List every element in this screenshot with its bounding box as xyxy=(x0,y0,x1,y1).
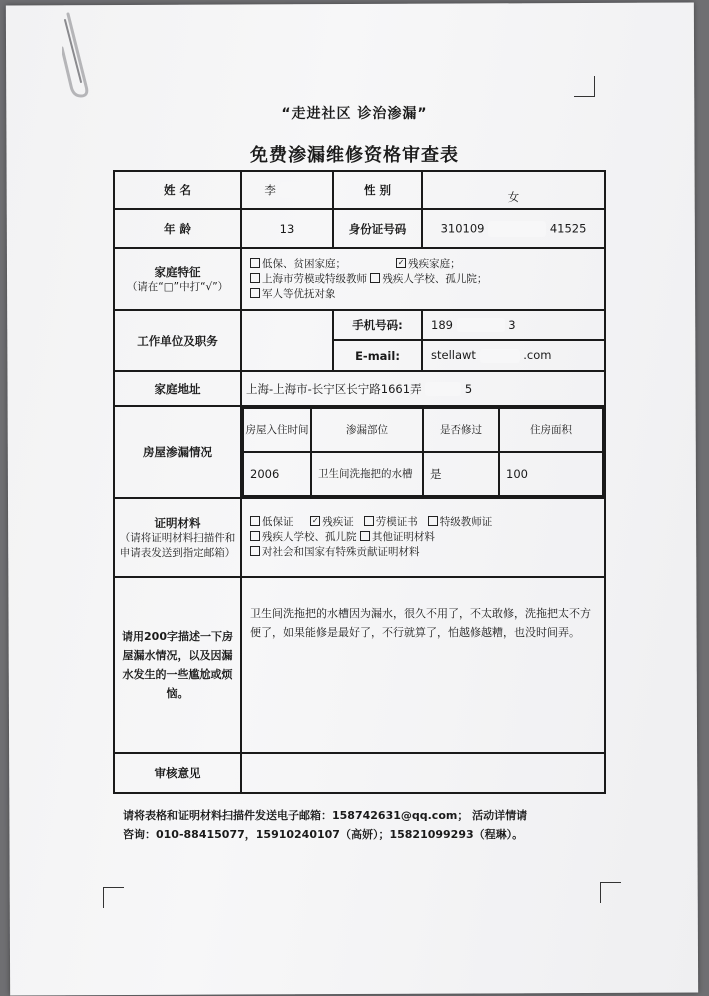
checkbox-proof-6[interactable] xyxy=(250,546,260,556)
leak-label: 房屋渗漏情况 xyxy=(114,406,241,498)
proof-option-2: 劳模证书 xyxy=(375,516,418,528)
footer-line-1: 请将表格和证明材料扫描件发送电子邮箱：158742631@qq.com； 活动详情请 xyxy=(123,809,528,822)
checkbox-proof-0[interactable] xyxy=(250,516,260,526)
leak-header-0: 房屋入住时间 xyxy=(243,408,311,452)
proof-label: 证明材料 xyxy=(154,515,201,530)
leak-value-3[interactable]: 100 xyxy=(499,452,603,496)
proof-hint: （请将证明材料扫描件和申请表发送到指定邮箱） xyxy=(119,531,236,559)
id-field[interactable] xyxy=(422,209,605,248)
age-label: 年 龄 xyxy=(114,209,241,248)
email-prefix: stellawt xyxy=(431,348,476,363)
gender-field[interactable]: 女 xyxy=(422,171,605,209)
row-family xyxy=(114,248,605,310)
application-form-table xyxy=(113,170,606,794)
redaction-block xyxy=(425,382,461,396)
leak-value-2[interactable]: 是 xyxy=(423,452,499,496)
name-value: 李 xyxy=(264,182,276,197)
proof-option-6: 对社会和国家有特殊贡献证明材料 xyxy=(262,546,420,558)
proof-options xyxy=(241,498,605,577)
name-label: 姓 名 xyxy=(114,171,241,209)
row-address xyxy=(114,371,605,406)
paper-clip-icon xyxy=(62,6,92,98)
email-suffix: .com xyxy=(523,348,552,363)
crop-mark-bottom-left xyxy=(103,887,124,908)
proof-option-5: 其他证明材料 xyxy=(371,531,435,543)
document-subtitle: “走进社区 诊治渗漏” xyxy=(281,106,428,122)
age-field[interactable]: 13 xyxy=(241,209,333,248)
family-options xyxy=(241,248,605,310)
address-suffix: 5 xyxy=(464,381,473,396)
redaction-block xyxy=(280,182,310,198)
work-field[interactable] xyxy=(241,310,333,371)
email-field[interactable] xyxy=(422,340,605,371)
phone-suffix: 3 xyxy=(508,317,516,332)
checkbox-family-3[interactable] xyxy=(370,273,380,283)
email-label: E-mail: xyxy=(333,340,422,371)
leak-header-2: 是否修过 xyxy=(423,408,499,452)
row-description xyxy=(114,577,605,753)
checkbox-family-2[interactable] xyxy=(250,273,260,283)
family-option-2: 上海市劳模或特级教师 xyxy=(262,272,367,285)
proof-label-cell xyxy=(114,498,241,577)
name-field[interactable] xyxy=(241,171,333,209)
phone-label: 手机号码: xyxy=(333,310,422,340)
crop-mark-bottom-right xyxy=(600,882,621,903)
review-label: 审核意见 xyxy=(114,753,241,793)
row-work-phone xyxy=(114,310,605,340)
redaction-block xyxy=(457,318,505,332)
checkbox-proof-1[interactable]: ✓ xyxy=(311,516,319,525)
desc-label: 请用200字描述一下房屋漏水情况，以及因漏水发生的一些尴尬或烦恼。 xyxy=(114,577,241,753)
proof-option-1: 残疾证 xyxy=(322,516,354,528)
row-proof xyxy=(114,498,605,577)
leak-value-0[interactable]: 2006 xyxy=(243,452,311,496)
id-prefix: 310109 xyxy=(440,221,485,235)
checkbox-family-1[interactable]: ✓ xyxy=(397,257,405,267)
row-review xyxy=(114,753,605,793)
document-title: 免费渗漏维修资格审查表 xyxy=(250,145,459,166)
family-option-3: 残疾人学校、孤儿院； xyxy=(382,272,488,285)
family-option-1: 残疾家庭； xyxy=(408,257,461,270)
id-label: 身份证号码 xyxy=(333,209,422,248)
row-age-id xyxy=(114,209,605,248)
gender-label: 性 别 xyxy=(333,171,422,209)
redaction-block xyxy=(480,349,520,363)
footer-line-2: 咨询：010-88415077，15910240107（高妍）；15821099293（程琳）。 xyxy=(123,828,524,841)
row-leak xyxy=(114,406,605,498)
leak-value-1[interactable]: 卫生间洗拖把的水槽 xyxy=(311,452,423,496)
checkbox-proof-2[interactable] xyxy=(364,516,374,526)
address-value: 上海-上海市-长宁区长宁路1661弄 xyxy=(246,381,422,396)
family-option-0: 低保、贫困家庭； xyxy=(262,257,346,270)
address-field[interactable] xyxy=(241,371,605,406)
proof-option-3: 特级教师证 xyxy=(439,516,493,528)
phone-prefix: 189 xyxy=(431,317,453,332)
leak-header-3: 住房面积 xyxy=(499,408,603,452)
leak-header-1: 渗漏部位 xyxy=(311,408,423,452)
footer-note xyxy=(123,806,613,844)
checkbox-proof-3[interactable] xyxy=(428,516,438,526)
id-suffix: 41525 xyxy=(549,221,587,235)
leak-grid-cell xyxy=(241,406,605,498)
checkbox-family-4[interactable] xyxy=(250,288,260,298)
checkbox-proof-4[interactable] xyxy=(250,531,260,541)
address-label: 家庭地址 xyxy=(114,371,241,406)
checkbox-family-0[interactable] xyxy=(250,258,260,268)
review-field[interactable] xyxy=(241,753,605,793)
crop-mark-top-right xyxy=(574,76,595,97)
proof-option-0: 低保证 xyxy=(262,516,294,528)
row-name-gender xyxy=(114,171,605,209)
redaction-block xyxy=(488,221,546,237)
family-option-4: 军人等优抚对象 xyxy=(262,287,336,300)
family-label: 家庭特征 xyxy=(154,264,201,279)
proof-option-4: 残疾人学校、孤儿院 xyxy=(262,531,357,543)
work-label: 工作单位及职务 xyxy=(114,310,241,371)
family-hint: （请在“□”中打“√”） xyxy=(126,280,229,293)
desc-field[interactable]: 卫生间洗拖把的水槽因为漏水，很久不用了，不太敢修，洗拖把太不方便了，如果能修是最好了，不行就算了，怕越修越糟，也没时间弄。 xyxy=(241,577,605,753)
family-label-cell xyxy=(114,248,241,310)
leak-grid xyxy=(242,407,604,497)
checkbox-proof-5[interactable] xyxy=(360,531,370,541)
phone-field[interactable] xyxy=(422,310,605,340)
